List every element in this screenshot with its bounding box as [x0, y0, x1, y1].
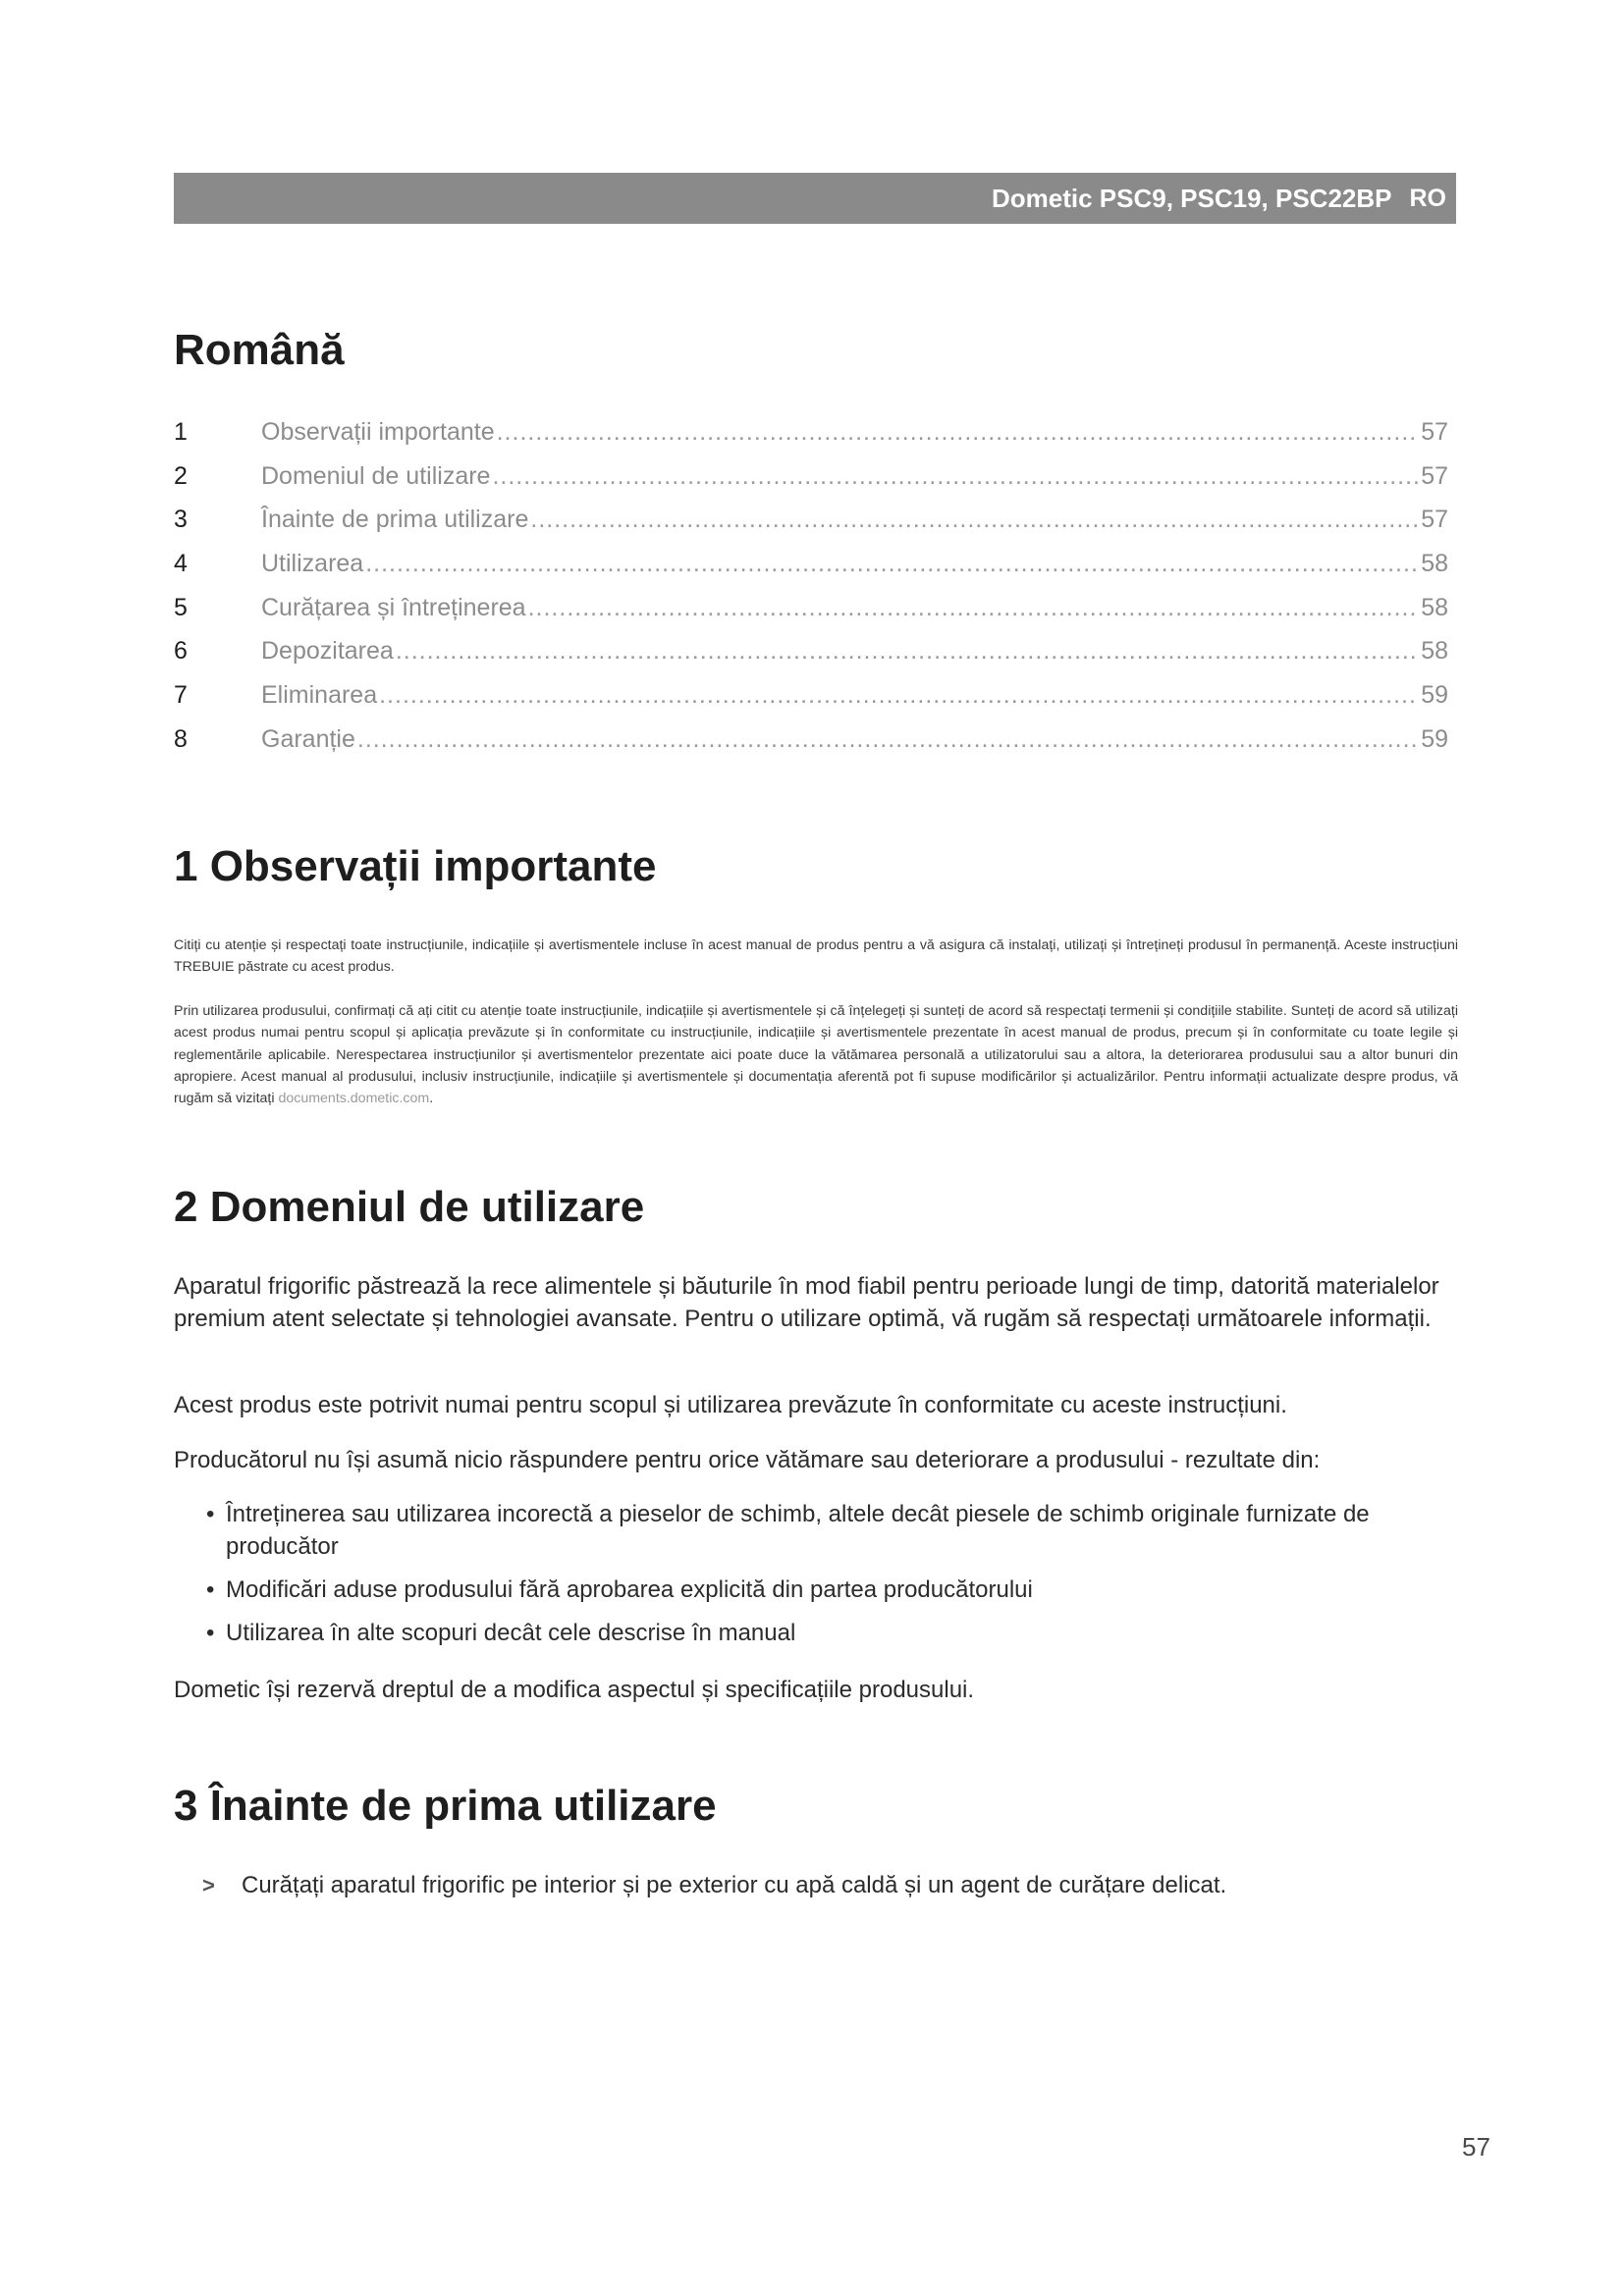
documents-link[interactable]: documents.dometic.com — [278, 1091, 430, 1107]
language-heading: Română — [174, 326, 345, 374]
section-2-paragraph-1: Aparatul frigorific păstrează la rece alimentele și băuturile în mod fiabil pentru perioade lungi de timp, datorită materialelor premium atent selectate și tehnologiei avansate. Pentru o utilizare optimă, vă rugăm să respectați următoarele informații. — [174, 1273, 1439, 1332]
bullet-icon: • — [206, 1501, 215, 1527]
section-1-paragraph-2-end: . — [429, 1091, 434, 1107]
list-item-text: Modificări aduse produsului fără aprobarea explicită din partea producătorului — [226, 1576, 1033, 1603]
toc-number: 4 — [174, 550, 188, 578]
section-1-paragraph-2 — [174, 1000, 1458, 1109]
toc-leader — [396, 637, 1419, 666]
toc-title: Înainte de prima utilizare — [261, 506, 529, 534]
toc-number: 3 — [174, 506, 188, 534]
list-item — [206, 1498, 1453, 1563]
toc-page: 58 — [1421, 593, 1448, 621]
toc-page: 57 — [1421, 461, 1448, 490]
list-item-text: Utilizarea în alte scopuri decât cele descrise în manual — [226, 1620, 796, 1646]
toc-entry[interactable] — [174, 725, 1448, 770]
section-1-paragraph-2-text: Prin utilizarea produsului, confirmați că ați citit cu atenție toate instrucțiunile, indicațiile și avertismentele și că înțelegeți și sunteți de acord să respectați termenii și condițiile stabilite. Sunteți de acord să utilizați acest produs numai pentru scopul și aplicația prevăzute și în conformitate cu instrucțiunile, indicațiile și avertismentele prezentate în acest manual de produs, precum și în conformitate cu toate legile și reglementările aplicabile. Nerespectarea instrucțiunilor și avertismentelor prezentate aici poate duce la vătămarea personală a utilizatorului sau a altora, la deteriorarea produsului sau a altor bunuri din apropiere. Acest manual al produsului, inclusiv instrucțiunile, indicațiile și avertismentele și documentația aferentă pot fi supuse modificărilor și actualizărilor. Pentru informații actualizate despre produs, vă rugăm să vizitați — [174, 1003, 1458, 1107]
bullet-icon: • — [206, 1576, 215, 1603]
section-2-paragraph-4: Dometic își rezervă dreptul de a modifica aspectul și specificațiile produsului. — [174, 1677, 975, 1703]
toc-entry[interactable] — [174, 594, 1448, 638]
header-title: Dometic PSC9, PSC19, PSC22BP — [992, 183, 1392, 213]
toc-entry[interactable] — [174, 637, 1448, 681]
toc-entry[interactable] — [174, 462, 1448, 507]
toc-number: 8 — [174, 724, 188, 753]
toc-page: 58 — [1421, 550, 1448, 578]
table-of-contents — [174, 418, 1448, 770]
toc-title: Utilizarea — [261, 550, 364, 578]
toc-page: 59 — [1421, 681, 1448, 710]
toc-number: 6 — [174, 637, 188, 666]
toc-page: 58 — [1421, 637, 1448, 666]
list-item-text: Întreținerea sau utilizarea incorectă a pieselor de schimb, altele decât piesele de schimb originale furnizate de producător — [226, 1501, 1370, 1560]
toc-leader — [365, 550, 1419, 578]
toc-number: 5 — [174, 593, 188, 621]
instruction-step — [202, 1869, 1226, 1901]
toc-leader — [379, 681, 1419, 710]
toc-title: Eliminarea — [261, 681, 378, 710]
header-bar — [174, 173, 1456, 224]
toc-title: Curățarea și întreținerea — [261, 593, 526, 621]
toc-entry[interactable] — [174, 418, 1448, 462]
toc-number: 7 — [174, 681, 188, 710]
toc-page: 59 — [1421, 724, 1448, 753]
list-item — [206, 1617, 1453, 1649]
section-1-heading: 1 Observații importante — [174, 842, 657, 890]
section-2-paragraph-3: Producătorul nu își asumă nicio răspundere pentru orice vătămare sau deteriorare a produsului - rezultate din: — [174, 1447, 1321, 1473]
list-item — [206, 1574, 1453, 1606]
bullet-list — [206, 1498, 1453, 1660]
section-2-heading: 2 Domeniul de utilizare — [174, 1183, 645, 1231]
bullet-icon: • — [206, 1620, 215, 1646]
toc-entry[interactable] — [174, 550, 1448, 594]
toc-leader — [497, 418, 1420, 447]
toc-title: Garanție — [261, 724, 355, 753]
toc-entry[interactable] — [174, 681, 1448, 725]
section-3-heading: 3 Înainte de prima utilizare — [174, 1782, 717, 1830]
chevron-right-icon: > — [202, 1873, 215, 1897]
toc-entry[interactable] — [174, 506, 1448, 550]
toc-number: 1 — [174, 418, 188, 446]
section-1-paragraph-1: Citiți cu atenție și respectați toate instrucțiunile, indicațiile și avertismentele incluse în acest manual de produs pentru a vă asigura că instalați, utilizați și întrețineți produsul în permanență. Aceste instrucțiuni TREBUIE păstrate cu acest produs. — [174, 937, 1458, 976]
toc-leader — [528, 594, 1420, 622]
language-code: RO — [1409, 184, 1446, 212]
toc-page: 57 — [1421, 418, 1448, 446]
toc-title: Domeniul de utilizare — [261, 461, 491, 490]
toc-page: 57 — [1421, 506, 1448, 534]
toc-title: Depozitarea — [261, 637, 394, 666]
page-number: 57 — [1462, 2132, 1490, 2162]
toc-number: 2 — [174, 461, 188, 490]
toc-leader — [492, 462, 1419, 491]
toc-leader — [530, 506, 1419, 534]
instruction-step-text: Curățați aparatul frigorific pe interior și pe exterior cu apă caldă și un agent de curățare delicat. — [242, 1872, 1227, 1898]
toc-leader — [357, 725, 1419, 754]
toc-title: Observații importante — [261, 418, 495, 446]
section-2-paragraph-2: Acest produs este potrivit numai pentru scopul și utilizarea prevăzute în conformitate cu aceste instrucțiuni. — [174, 1392, 1287, 1418]
